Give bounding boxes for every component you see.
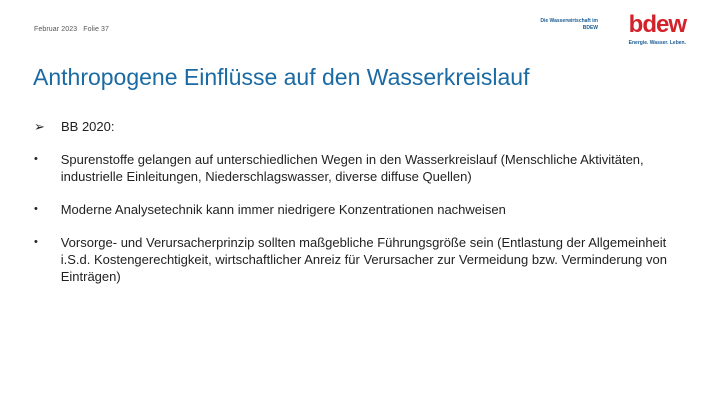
slide-content [34, 118, 694, 301]
bullet-dot-icon: • [34, 203, 38, 215]
logo-slogan: Energie. Wasser. Leben. [628, 40, 686, 46]
slide-title: Anthropogene Einflüsse auf den Wasserkreislauf [33, 64, 530, 90]
list-item [34, 234, 694, 285]
bullet-text: Spurenstoffe gelangen auf unterschiedlichen Wegen in den Wasserkreislauf (Menschliche Aktivitäten, industrielle Einleitungen, Niederschlagswasser, diverse diffuse Quellen) [60, 152, 644, 184]
date-label: Februar 2023 [34, 26, 78, 33]
slide-meta [34, 26, 109, 33]
slide-number: Folie 37 [83, 26, 109, 33]
bullet-dot-icon: • [34, 236, 38, 248]
heading-row [34, 118, 694, 135]
list-item [34, 151, 694, 185]
heading-text: BB 2020: [61, 119, 115, 134]
bullet-dot-icon: • [34, 153, 38, 165]
bdew-logo [526, 12, 696, 52]
arrow-bullet-icon: ➢ [34, 119, 45, 134]
logo-mark: bdew [628, 11, 686, 38]
logo-tagline: Die Wasserwirtschaft im BDEW [540, 18, 598, 31]
bullet-list [34, 151, 694, 285]
bullet-text: Vorsorge- und Verursacherprinzip sollten maßgebliche Führungsgröße sein (Entlastung der Allgemeinheit i.S.d. Kostengerechtigkeit, wirtschaftlicher Anreiz für Verursacher zur Vermeidung bzw. Verminderung von Einträgen) [60, 235, 667, 284]
bullet-text: Moderne Analysetechnik kann immer niedrigere Konzentrationen nachweisen [60, 202, 506, 217]
list-item [34, 201, 694, 218]
